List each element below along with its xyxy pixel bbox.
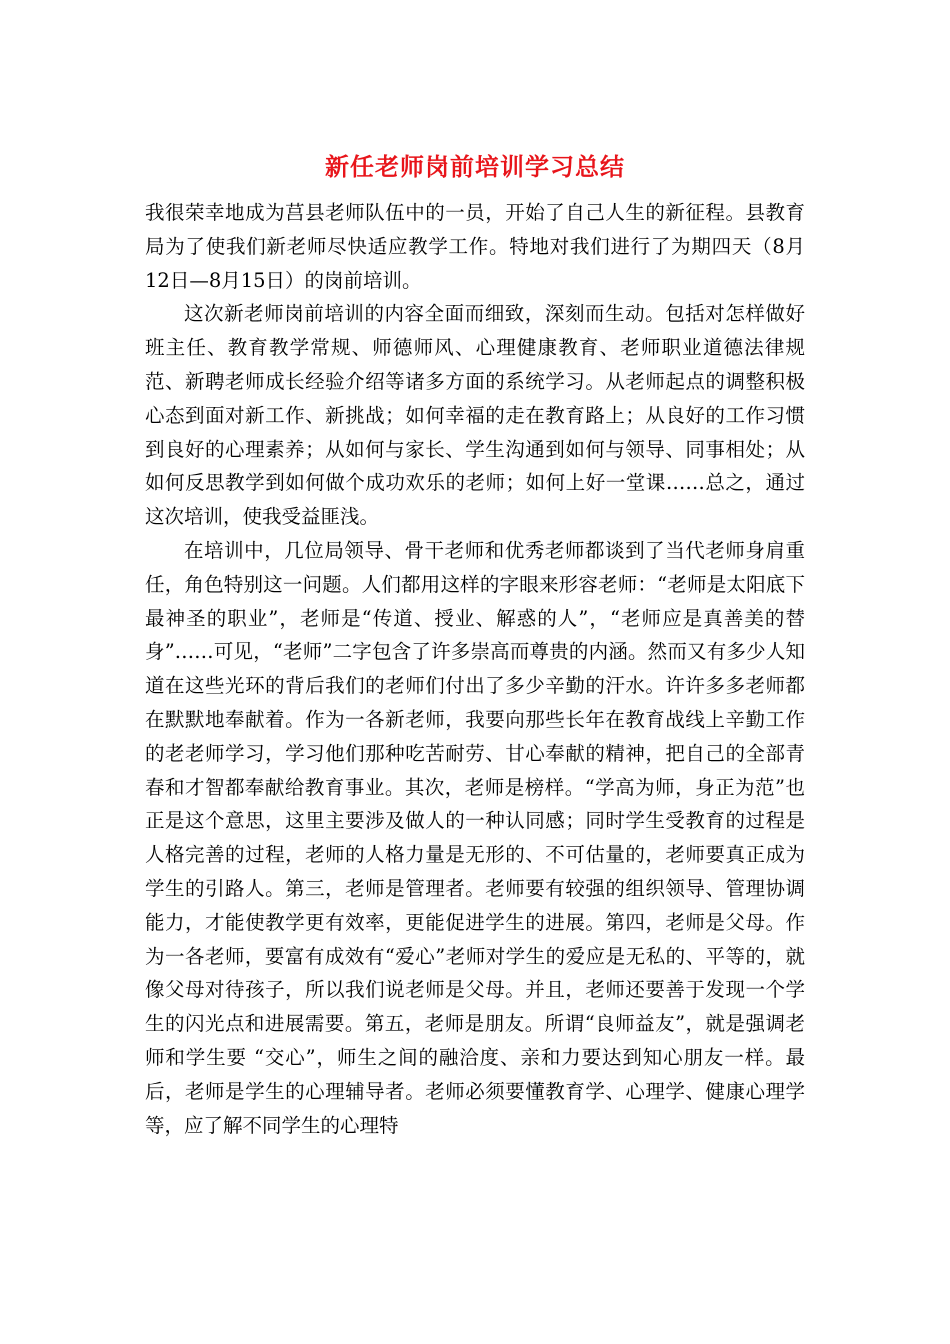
paragraph-teacher-roles: 在培训中，几位局领导、骨干老师和优秀老师都谈到了当代老师身肩重任，角色特别这一问题。人们都用这样的字眼来形容老师：“老师是太阳底下最神圣的职业”，老师是“传道、授业、解惑的人”，“老师应是真善美的替身”……可见，“老师”二字包含了许多崇高而尊贵的内涵。然而又有多少人知道在这些光环的背后我们的老师们付出了多少辛勤的汗水。许许多多老师都在默默地奉献着。作为一各新老师，我要向那些长年在教育战线上辛勤工作的老老师学习，学习他们那种吃苦耐劳、甘心奉献的精神，把自己的全部青春和才智都奉献给教育事业。其次，老师是榜样。“学高为师，身正为范”也正是这个意思，这里主要涉及做人的一种认同感；同时学生受教育的过程是人格完善的过程，老师的人格力量是无形的、不可估量的，老师要真正成为学生的引路人。第三，老师是管理者。老师要有较强的组织领导、管理协调能力，才能使教学更有效率，更能促进学生的进展。第四，老师是父母。作为一各老师，要富有成效有“爱心”老师对学生的爱应是无私的、平等的，就像父母对待孩子，所以我们说老师是父母。并且，老师还要善于发现一个学生的闪光点和进展需要。第五，老师是朋友。所谓“良师益友”，就是强调老师和学生要 “交心”，师生之间的融洽度、亲和力要达到知心朋友一样。最后，老师是学生的心理辅导者。老师必须要懂教育学、心理学、健康心理学等，应了解不同学生的心理特 — [145, 538, 805, 1137]
paragraph-intro: 我很荣幸地成为莒县老师队伍中的一员，开始了自己人生的新征程。县教育局为了使我们新老师尽快适应教学工作。特地对我们进行了为期四天（8月12日—8月15日）的岗前培训。 — [145, 201, 805, 292]
document-body — [145, 196, 805, 1142]
paragraph-training-content: 这次新老师岗前培训的内容全面而细致，深刻而生动。包括对怎样做好班主任、教育教学常规、师德师风、心理健康教育、老师职业道德法律规范、新聘老师成长经验介绍等诸多方面的系统学习。从老师起点的调整积极心态到面对新工作、新挑战；如何幸福的走在教育路上；从良好的工作习惯到良好的心理素养；从如何与家长、学生沟通到如何与领导、同事相处；从如何反思教学到如何做个成功欢乐的老师；如何上好一堂课……总之，通过这次培训，使我受益匪浅。 — [145, 302, 805, 529]
document-title: 新任老师岗前培训学习总结 — [325, 152, 625, 181]
